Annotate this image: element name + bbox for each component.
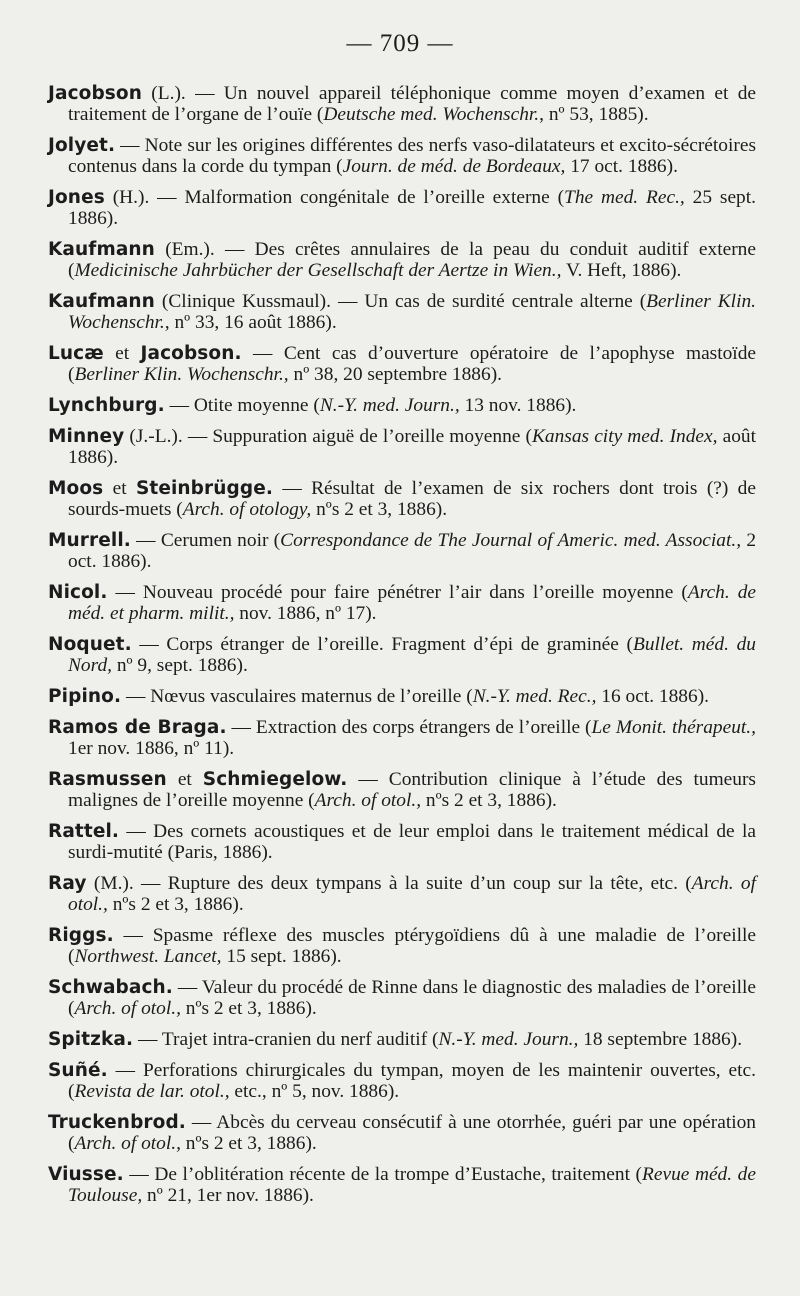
entry-source: Le Monit. thérapeut., [591,717,756,739]
entry-author: Lucæ [48,342,104,364]
bibliography-entry [48,396,756,417]
entry-source: Arch. of otol., [314,789,422,811]
entry-title: Corps étranger de l’oreille. Fragment d’épi de graminée ( [158,634,633,656]
entry-author: Truckenbrod. [48,1112,186,1134]
entry-source: Medicinische Jahrbücher der Gesellschaft der Aertze in Wien., [74,259,562,281]
bibliography-entry [48,926,756,968]
em-dash: — [107,1060,136,1082]
bibliography-entry [48,292,756,334]
entry-author: Nicol. [48,582,108,604]
entry-initials: (Em.). [154,238,215,260]
entry-title: Trajet intra-cranien du nerf auditif ( [157,1029,439,1051]
entry-author: Riggs. [48,925,114,947]
em-dash: — [149,186,177,208]
entry-author: Kaufmann [48,238,155,260]
entry-title: Extraction des corps étrangers de l’oreille ( [250,717,592,739]
entry-title: Abcès du cerveau consécutif à une otorrhée, guéri par une opération ( [68,1112,756,1155]
entry-source: N.-Y. med. Journ., [438,1029,579,1051]
entry-source: N.-Y. med. Rec., [472,686,597,708]
entry-source: Arch. of otol., [68,873,756,915]
entry-detail: nºs 2 et 3, 1886). [180,1133,317,1155]
entry-author: Jones [48,186,105,208]
entry-title: Cerumen noir ( [155,530,281,552]
entry-author: Viusse. [48,1164,124,1186]
entry-author: Kaufmann [48,290,155,312]
entry-detail: 2 oct. 1886). [68,530,757,572]
em-dash: — [121,686,146,708]
entry-detail: V. Heft, 1886). [561,259,682,281]
entry-detail: nºs 2 et 3, 1886). [421,789,557,811]
entry-author: Pipino. [48,686,122,708]
entry-title: Valeur du procédé de Rinne dans le diagnostic des maladies de l’oreille ( [68,977,756,1019]
entry-detail: nov. 1886, nº 17). [234,602,377,624]
bibliography-entry [48,770,756,812]
bibliography-entry [48,583,756,625]
entry-source: N.-Y. med. Journ., [319,394,460,416]
em-dash: — [133,873,161,895]
entry-source: Bullet. méd. du Nord, [68,634,756,676]
bibliography-entry [48,479,756,521]
entry-title: Rupture des deux tympans à la suite d’un coup sur la tête, etc. ( [160,873,692,895]
entry-coauthor: Steinbrügge. [135,478,273,500]
entry-initials: (L.). [141,83,186,104]
entry-title: Un cas de surdité centrale alterne ( [357,290,647,312]
em-dash: — [331,290,358,312]
em-dash: — [182,426,208,448]
bibliography-entry [48,84,756,126]
entry-detail: nº 38, 20 septembre 1886). [288,363,503,385]
entry-title: Spasme réflexe des muscles ptérygoïdiens dû à une maladie de l’oreille ( [68,925,756,967]
entry-initials: (H.). [104,186,150,208]
entry-detail: 1er nov. 1886, nº 11). [68,738,235,759]
entry-title: Suppuration aiguë de l’oreille moyenne ( [207,426,532,448]
entry-source: Deutsche med. Wochenschr. [323,103,540,125]
entry-source: The med. Rec., [564,186,685,208]
entry-author: Rattel. [48,821,120,843]
entry-title: Des crêtes annulaires de la peau du conduit auditif externe ( [68,238,756,281]
em-dash: — [133,1029,158,1051]
em-dash: — [130,530,156,552]
bibliography-entry [48,1165,756,1207]
entry-detail: 16 oct. 1886). [596,686,709,708]
entry-detail: 25 sept. 1886). [68,186,756,229]
em-dash: — [107,582,135,604]
entry-detail: août 1886). [68,426,756,468]
bibliography-entry [48,531,756,573]
entry-author: Minney [48,426,125,448]
bibliography-entry [48,1113,756,1155]
entry-source: Journ. de méd. de Bordeaux, [342,155,566,177]
em-dash: — [241,342,273,364]
entry-source: Berliner Klin. Wochenschr., [74,363,289,385]
bibliography-entry [48,718,756,760]
em-dash: — [272,478,302,500]
entry-author: Schwabach. [48,977,173,999]
entry-title: De l’oblitération récente de la trompe d’Eustache, traitement ( [148,1164,643,1186]
bibliography-entry [48,822,756,864]
entry-detail: nº 33, 16 août 1886). [169,311,337,333]
entry-source: Berliner Klin. Wochenschr., [68,290,757,333]
entry-source: Kansas city med. Index, [531,426,718,448]
em-dash: — [185,1112,212,1134]
em-dash: — [123,1164,149,1186]
page-number: — 709 — [346,30,454,57]
em-dash: — [113,925,143,947]
entry-source: Revue méd. de Toulouse, [68,1164,756,1207]
entry-initials: (J.-L.). [124,426,183,448]
entry-title: Nouveau procédé pour faire pénétrer l’air dans l’oreille moyenne ( [134,582,688,604]
entry-source: Arch. of otol., [74,1133,181,1155]
entry-detail: 13 nov. 1886). [459,394,577,416]
entry-detail: etc., nº 5, nov. 1886). [229,1081,400,1103]
entry-detail: 15 sept. 1886). [221,945,342,967]
entry-author: Suñé. [48,1060,108,1082]
entry-detail: , nº 53, 1885). [539,103,649,125]
em-dash: — [226,717,251,739]
entry-source: Revista de lar. otol., [74,1081,230,1103]
entry-source: Arch. of otology, [182,498,312,520]
entry-title: Note sur les origines différentes des nerfs vaso-dilatateurs et excito-sécrétoires contenus dans la corde du tympan ( [68,134,756,177]
entry-author: Moos [48,478,104,500]
entry-author: Jacobson [48,83,142,104]
entry-author: Jolyet. [48,134,116,156]
em-dash: — [119,821,146,843]
bibliography-entry [48,240,756,282]
bibliography-entry [48,344,756,386]
entry-initials: (M.). [86,873,134,895]
bibliography-entry [48,1061,756,1103]
entry-source: Arch. of otol., [74,997,181,1019]
bibliography-list [48,84,756,1217]
entry-author: Murrell. [48,530,131,552]
entry-title: Otite moyenne ( [188,394,320,416]
entry-title: Perforations chirurgicales du tympan, moyen de les maintenir ouvertes, etc. ( [68,1060,756,1103]
entry-coauthor: Jacobson. [140,342,242,364]
entry-detail: 18 septembre 1886). [578,1029,743,1051]
bibliography-entry [48,136,756,178]
entry-joiner: et [103,478,136,500]
entry-title: Malformation congénitale de l’oreille externe ( [176,186,565,208]
bibliography-entry [48,188,756,230]
em-dash: — [347,769,378,791]
bibliography-entry [48,874,756,916]
entry-author: Spitzka. [48,1029,134,1051]
bibliography-entry [48,978,756,1020]
em-dash: — [214,238,245,260]
entry-detail: 17 oct. 1886). [565,155,678,177]
entry-source: Correspondance de The Journal of Americ. med. Associat., [280,530,742,552]
em-dash: — [172,977,198,999]
em-dash: — [131,634,159,656]
entry-joiner: et [166,769,203,791]
entry-author: Ramos de Braga. [48,717,227,739]
bibliography-entry [48,1030,756,1051]
entry-detail: nº 21, 1er nov. 1886). [142,1185,314,1207]
bibliography-entry [48,687,756,708]
em-dash: — [115,134,140,156]
entry-coauthor: Schmiegelow. [202,769,348,791]
entry-joiner: et [103,342,141,364]
entry-author: Noquet. [48,634,132,656]
entry-title: Résultat de l’examen de six rochers dont trois (?) de sourds-muets ( [68,478,756,520]
entry-title: Des cornets acoustiques et de leur emploi dans le traitement médical de la surdi-mutité (Paris, 1886). [68,821,756,863]
bibliography-entry [48,427,756,469]
entry-title: Cent cas d’ouverture opératoire de l’apophyse mastoïde ( [68,342,756,385]
em-dash: — [185,83,215,104]
em-dash: — [164,394,189,416]
entry-detail: nºs 2 et 3, 1886). [107,893,244,915]
entry-detail: nºs 2 et 3, 1886). [180,997,317,1019]
entry-detail: nºs 2 et 3, 1886). [311,498,448,520]
entry-author: Rasmussen [48,769,167,791]
entry-title: Contribution clinique à l’étude des tumeurs malignes de l’oreille moyenne ( [68,769,756,811]
entry-initials: (Clinique Kussmaul). [154,290,331,312]
entry-source: Northwest. Lancet, [74,945,222,967]
entry-author: Lynchburg. [48,394,165,416]
entry-detail: nº 9, sept. 1886). [112,654,248,676]
entry-title: Un nouvel appareil téléphonique comme moyen d’examen et de traitement de l’organe de l’ouïe ( [68,83,756,125]
entry-title: Nœvus vasculaires maternus de l’oreille ( [145,686,473,708]
entry-source: Arch. de méd. et pharm. milit., [68,582,756,624]
bibliography-entry [48,635,756,677]
entry-author: Ray [48,873,87,895]
